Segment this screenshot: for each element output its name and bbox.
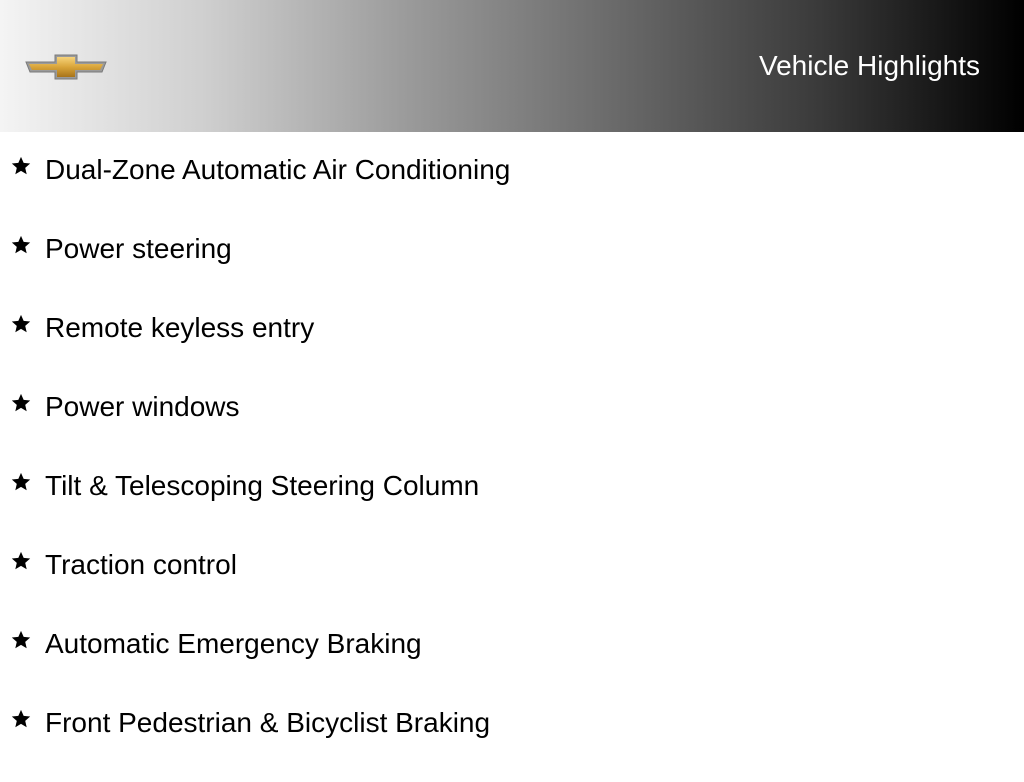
- highlight-label: Remote keyless entry: [45, 312, 315, 343]
- star-icon: [10, 708, 32, 730]
- list-item: [0, 387, 1024, 466]
- highlights-list: [0, 150, 1024, 782]
- star-icon: [10, 313, 32, 335]
- chevrolet-bowtie-icon: [24, 52, 108, 82]
- highlight-label: Power windows: [45, 391, 240, 422]
- star-icon: [10, 550, 32, 572]
- highlight-label: Dual-Zone Automatic Air Conditioning: [45, 154, 511, 185]
- star-icon: [10, 471, 32, 493]
- star-icon: [10, 234, 32, 256]
- list-item: [0, 545, 1024, 624]
- star-icon: [10, 392, 32, 414]
- highlight-label: Tilt & Telescoping Steering Column: [45, 470, 480, 501]
- highlight-label: Automatic Emergency Braking: [45, 628, 422, 659]
- header-banner: [0, 0, 1024, 132]
- star-icon: [10, 629, 32, 651]
- list-item: [0, 229, 1024, 308]
- list-item: [0, 703, 1024, 782]
- list-item: [0, 308, 1024, 387]
- highlight-label: Traction control: [45, 549, 237, 580]
- list-item: [0, 624, 1024, 703]
- star-icon: [10, 155, 32, 177]
- page-title: Vehicle Highlights: [758, 50, 980, 81]
- highlight-label: Power steering: [45, 233, 232, 264]
- list-item: [0, 150, 1024, 229]
- list-item: [0, 466, 1024, 545]
- highlight-label: Front Pedestrian & Bicyclist Braking: [45, 707, 491, 738]
